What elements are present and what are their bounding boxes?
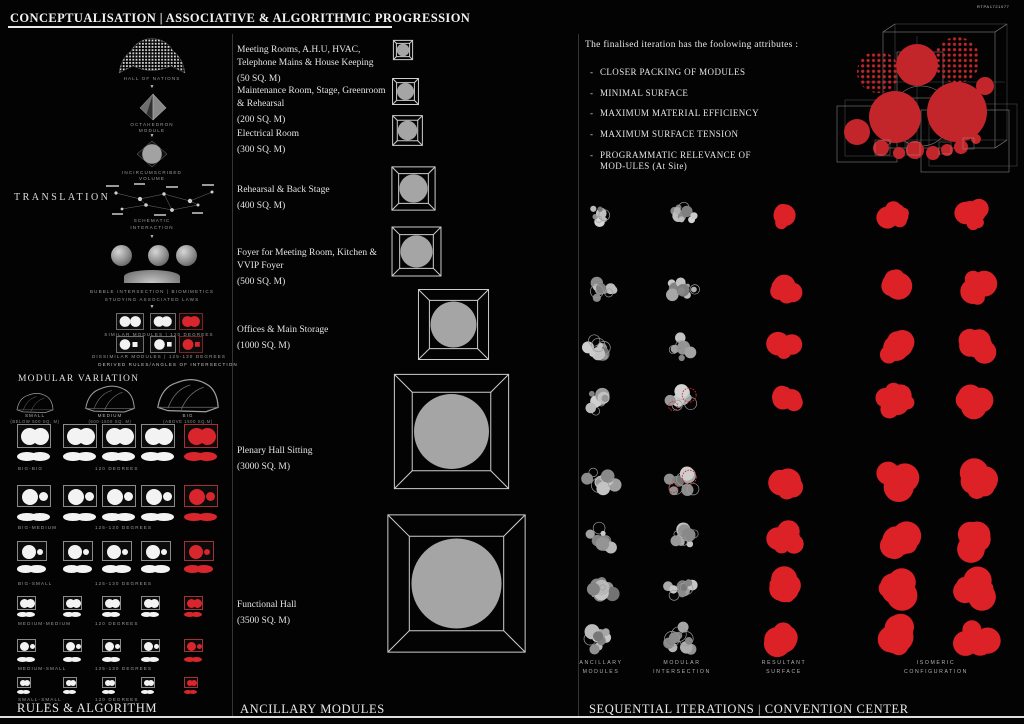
module-pair-box — [141, 596, 160, 610]
module-circle — [109, 680, 115, 686]
module-merged-shape — [17, 612, 36, 617]
isomeric-configuration-blob — [947, 324, 1002, 372]
section-footer-ancillary-modules: ANCILLARY MODULES — [240, 702, 385, 716]
module-circle — [22, 489, 38, 505]
module-pair-box — [141, 541, 171, 561]
module-circle — [146, 489, 162, 505]
module-circle — [66, 642, 75, 651]
merged-ellipse — [24, 612, 35, 617]
merged-ellipse — [74, 565, 91, 573]
bullet-item: - PROGRAMMATIC RELEVANCE OF MOD-ULES (At Site) — [589, 150, 759, 173]
module-circle — [37, 549, 43, 555]
module-pair-box — [184, 485, 218, 507]
similar-modules-box — [116, 313, 144, 330]
title-underline — [8, 26, 392, 28]
module-circle — [163, 492, 172, 501]
module-volume-cube — [392, 115, 423, 146]
module-circle — [24, 680, 30, 686]
ancillary-modules-cluster — [576, 564, 627, 612]
ancillary-item-area: (50 SQ. M) — [237, 74, 281, 85]
merged-ellipse — [28, 565, 45, 573]
module-merged-shape — [102, 612, 121, 617]
bullet-item: - CLOSER PACKING OF MODULES — [589, 67, 759, 79]
step-label: SCHEMATIC — [133, 218, 171, 223]
module-angle-label: 125-130 DEGREES — [95, 581, 153, 586]
merged-ellipse — [70, 612, 81, 617]
modular-variation-heading: MODULAR VARIATION — [18, 374, 140, 384]
module-circle — [76, 644, 81, 649]
resultant-surface-blob — [758, 564, 811, 612]
down-arrow-icon: ▼ — [149, 133, 155, 139]
merged-ellipse — [115, 513, 135, 521]
module-circle — [85, 492, 94, 501]
module-merged-shape — [102, 690, 116, 694]
merged-ellipse — [154, 452, 174, 461]
ancillary-item — [237, 85, 395, 127]
column-label-isomeric-configuration: ISOMERIC CONFIGURATION — [904, 660, 968, 675]
module-circle — [32, 428, 49, 445]
incircumscribed-volume-figure — [135, 140, 169, 168]
isomeric-configuration-blob — [863, 609, 930, 667]
column-label-resultant-surface: RESULTANT SURFACE — [761, 660, 807, 675]
ancillary-item — [237, 324, 395, 353]
merged-ellipse — [109, 612, 120, 617]
isomeric-configuration-blob — [945, 456, 1006, 508]
merged-ellipse — [152, 565, 169, 573]
module-angle-label: 120 DEGREES — [95, 621, 139, 626]
translation-heading: TRANSLATION — [14, 192, 111, 203]
module-merged-shape — [141, 565, 171, 573]
step-label: MODULE — [138, 128, 166, 133]
module-circle — [204, 549, 210, 555]
module-pair-box — [102, 424, 136, 448]
module-circle — [72, 599, 81, 608]
resultant-surface-blob — [759, 377, 809, 423]
module-merged-shape — [17, 565, 47, 573]
ancillary-modules-cluster — [578, 266, 624, 310]
similar-modules-box-derived — [179, 313, 203, 330]
module-circle — [111, 599, 120, 608]
modular-intersection-cluster — [659, 326, 705, 370]
final-iteration-hero-figure — [833, 20, 1024, 190]
derived-rules-label: DERIVED RULES/ANGLES OF INTERSECTION — [98, 362, 238, 367]
similar-modules-box — [150, 313, 176, 330]
module-pair-box — [63, 485, 97, 507]
bullet-item: - MAXIMUM SURFACE TENSION — [589, 129, 759, 141]
module-pair-label: BIG-SMALL — [18, 581, 53, 586]
module-pair-box — [17, 541, 47, 561]
module-circle — [22, 545, 36, 559]
isomeric-configuration-blob — [864, 561, 928, 616]
merged-ellipse — [30, 452, 50, 461]
ancillary-item-area: (300 SQ. M) — [237, 145, 286, 156]
module-pair-box — [184, 596, 203, 610]
resultant-surface-blob — [756, 613, 811, 664]
module-merged-shape — [141, 452, 175, 461]
module-circle — [199, 428, 216, 445]
module-circle — [122, 549, 128, 555]
isomeric-configuration-blob — [947, 264, 1002, 312]
merged-ellipse — [189, 690, 197, 694]
bubble-sphere — [176, 245, 197, 266]
ancillary-item-area: (1000 SQ. M) — [237, 341, 291, 352]
module-merged-shape — [184, 657, 203, 662]
module-circle — [150, 599, 159, 608]
module-circle — [68, 545, 82, 559]
module-circle — [193, 599, 202, 608]
ancillary-item — [237, 445, 395, 474]
module-circle — [124, 492, 133, 501]
merged-ellipse — [191, 612, 202, 617]
merged-ellipse — [76, 513, 96, 521]
module-merged-shape — [102, 657, 121, 662]
ancillary-item — [237, 247, 395, 289]
module-merged-shape — [141, 657, 160, 662]
ancillary-item — [237, 44, 395, 86]
module-merged-shape — [141, 690, 155, 694]
iterations-intro: The finalised iteration has the foolowing attributes : — [585, 40, 799, 50]
module-pair-box — [63, 541, 93, 561]
module-volume-cube — [391, 166, 436, 211]
module-circle — [70, 680, 76, 686]
section-footer-sequential-iterations: SEQUENTIAL ITERATIONS | CONVENTION CENTER — [589, 702, 909, 716]
module-circle — [39, 492, 48, 501]
module-pair-box — [141, 424, 175, 448]
module-merged-shape — [184, 565, 214, 573]
module-pair-box — [17, 424, 51, 448]
ancillary-item-area: (500 SQ. M) — [237, 277, 286, 288]
ancillary-item — [237, 128, 395, 157]
module-pair-box — [184, 639, 203, 652]
column-divider-left — [232, 34, 233, 716]
isomeric-configuration-blob — [866, 514, 927, 567]
ancillary-item-label: Meeting Rooms, A.H.U, HVAC, Telephone Mains & House Keeping — [237, 45, 374, 69]
isomeric-configuration-blob — [943, 611, 1006, 666]
module-pair-box — [102, 541, 132, 561]
module-pair-box — [184, 677, 198, 688]
size-label-medium: MEDIUM (500-1500 SQ. M) — [88, 413, 132, 424]
module-merged-shape — [63, 513, 97, 521]
module-merged-shape — [184, 690, 198, 694]
step-label: INTERACTION — [130, 225, 174, 230]
merged-ellipse — [22, 690, 30, 694]
isomeric-configuration-blob — [867, 323, 925, 373]
module-pair-box — [102, 677, 116, 688]
modular-intersection-cluster — [658, 377, 706, 423]
section-footer-rules-algorithm: RULES & ALGORITHM — [17, 701, 158, 715]
bullet-item: - MINIMAL SURFACE — [589, 88, 759, 100]
module-angle-label: 120 DEGREES — [95, 697, 139, 702]
module-merged-shape — [184, 452, 218, 461]
ancillary-item-label: Electrical Room — [237, 129, 299, 139]
module-angle-label: 125-130 DEGREES — [95, 525, 153, 530]
module-merged-shape — [63, 565, 93, 573]
bubble-dome-slice — [124, 270, 180, 283]
module-volume-cube — [392, 372, 511, 491]
isomeric-configuration-blob — [866, 374, 927, 427]
merged-ellipse — [197, 452, 217, 461]
dissimilar-modules-box — [150, 336, 176, 353]
module-circle — [146, 545, 160, 559]
resultant-surface-blob — [758, 458, 811, 506]
step-label: INCIRCUMSCRIBED — [122, 170, 182, 175]
module-merged-shape — [17, 513, 51, 521]
module-circle — [191, 680, 197, 686]
schematic-interaction-figure — [106, 183, 222, 216]
module-pair-box — [184, 424, 218, 448]
module-circle — [26, 599, 35, 608]
modular-intersection-cluster — [657, 458, 708, 506]
size-label-small: SMALL (BELOW 500 SQ. M) — [10, 413, 60, 424]
isomeric-configuration-blob — [950, 193, 1001, 237]
ancillary-item-area: (3500 SQ. M) — [237, 616, 291, 627]
ancillary-item-area: (200 SQ. M) — [237, 115, 286, 126]
bullet-item: - MAXIMUM MATERIAL EFFICIENCY — [589, 108, 759, 120]
module-volume-cube — [393, 40, 413, 60]
module-merged-shape — [63, 657, 82, 662]
bubble-sphere — [111, 245, 132, 266]
module-circle — [107, 489, 123, 505]
sheet-code: RTPA1721077 — [977, 4, 1010, 9]
module-merged-shape — [17, 690, 31, 694]
merged-ellipse — [197, 513, 217, 521]
ancillary-modules-cluster — [575, 613, 628, 664]
merged-ellipse — [191, 657, 202, 662]
octahedron-module-figure — [136, 93, 170, 121]
module-circle — [117, 428, 134, 445]
merged-ellipse — [107, 690, 115, 694]
ancillary-item — [237, 599, 395, 628]
resultant-surface-blob — [762, 195, 806, 235]
ancillary-item-area: (400 SQ. M) — [237, 201, 286, 212]
ancillary-item-label: Maintenance Room, Stage, Greenroom & Rehearsal — [237, 86, 386, 110]
ancillary-modules-cluster — [578, 326, 624, 370]
similar-modules-label: SIMILAR MODULES | 120 DEGREES — [104, 332, 214, 337]
bubble-sphere — [148, 245, 169, 266]
module-volume-cube — [417, 288, 490, 361]
module-circle — [68, 489, 84, 505]
tent-medium-figure — [83, 383, 137, 414]
isomeric-configuration-blob — [945, 562, 1006, 614]
step-label: VOLUME — [138, 176, 166, 181]
ancillary-item-label: Rehearsal & Back Stage — [237, 185, 330, 195]
attributes-list — [589, 67, 759, 182]
module-pair-label: SMALL-SMALL — [18, 697, 62, 702]
module-circle — [144, 642, 153, 651]
module-circle — [30, 644, 35, 649]
merged-ellipse — [109, 657, 120, 662]
resultant-surface-blob — [760, 266, 808, 310]
step-label: HALL OF NATIONS — [123, 76, 181, 81]
ancillary-item-label: Offices & Main Storage — [237, 325, 329, 335]
isomeric-configuration-blob — [946, 515, 1004, 565]
module-circle — [107, 545, 121, 559]
ancillary-item-area: (3000 SQ. M) — [237, 462, 291, 473]
merged-ellipse — [154, 513, 174, 521]
module-merged-shape — [184, 513, 218, 521]
module-merged-shape — [17, 657, 36, 662]
module-pair-box — [63, 424, 97, 448]
modular-intersection-cluster — [659, 266, 705, 310]
bubble-caption: BUBBLE INTERSECTION | BIOMIMETICS — [89, 289, 215, 294]
page-title: CONCEPTUALISATION | ASSOCIATIVE & ALGORITHMIC PROGRESSION — [10, 11, 471, 25]
module-circle — [154, 644, 159, 649]
hall-of-nations-figure — [116, 36, 188, 76]
isomeric-configuration-blob — [869, 192, 922, 238]
resultant-surface-blob — [759, 517, 809, 563]
ancillary-modules-cluster — [577, 517, 625, 563]
ancillary-modules-cluster — [576, 458, 627, 506]
column-label-modular-intersection: MODULAR INTERSECTION — [653, 660, 711, 675]
column-label-ancillary-modules: ANCILLARY MODULES — [579, 660, 623, 675]
module-circle — [206, 492, 215, 501]
down-arrow-icon: ▼ — [149, 304, 155, 310]
merged-ellipse — [30, 513, 50, 521]
module-pair-box — [17, 639, 36, 652]
module-pair-box — [141, 677, 155, 688]
module-pair-box — [102, 639, 121, 652]
module-circle — [148, 680, 154, 686]
module-pair-box — [17, 677, 31, 688]
module-pair-box — [102, 596, 121, 610]
module-volume-cube — [392, 78, 419, 105]
module-pair-box — [184, 541, 214, 561]
dissimilar-modules-label: DISSIMILAR MODULES | 125-130 DEGREES — [92, 354, 226, 359]
module-circle — [189, 489, 205, 505]
tent-big-figure — [154, 376, 222, 414]
module-circle — [83, 549, 89, 555]
bubble-caption: STUDYING ASSOCIATED LAWS — [104, 297, 200, 302]
merged-ellipse — [70, 657, 81, 662]
module-circle — [197, 644, 202, 649]
modular-intersection-cluster — [661, 195, 703, 235]
module-angle-label: 125-130 DEGREES — [95, 666, 153, 671]
size-label-big: BIG (ABOVE 1500 SQ.M) — [163, 413, 213, 424]
module-merged-shape — [102, 513, 136, 521]
module-circle — [115, 644, 120, 649]
module-circle — [105, 642, 114, 651]
module-merged-shape — [63, 612, 82, 617]
module-pair-label: MEDIUM-MEDIUM — [18, 621, 72, 626]
module-circle — [20, 642, 29, 651]
ancillary-item-label: Plenary Hall Sitting — [237, 446, 313, 456]
merged-ellipse — [195, 565, 212, 573]
module-volume-cube — [385, 512, 528, 655]
modular-intersection-cluster — [656, 613, 709, 664]
module-pair-box — [141, 485, 175, 507]
merged-ellipse — [68, 690, 76, 694]
merged-ellipse — [146, 690, 154, 694]
ancillary-modules-cluster — [577, 377, 625, 423]
isomeric-configuration-blob — [867, 263, 925, 313]
module-pair-box — [141, 639, 160, 652]
module-pair-box — [17, 596, 36, 610]
module-circle — [161, 549, 167, 555]
module-merged-shape — [102, 565, 132, 573]
module-pair-box — [63, 596, 82, 610]
isomeric-configuration-blob — [946, 375, 1004, 425]
module-circle — [189, 545, 203, 559]
module-merged-shape — [63, 452, 97, 461]
module-merged-shape — [102, 452, 136, 461]
merged-ellipse — [148, 612, 159, 617]
tent-small-figure — [15, 391, 55, 414]
module-pair-label: MEDIUM-SMALL — [18, 666, 67, 671]
module-pair-box — [63, 677, 77, 688]
module-merged-shape — [141, 612, 160, 617]
ancillary-item-label: Functional Hall — [237, 600, 297, 610]
ancillary-modules-cluster — [580, 195, 622, 235]
module-volume-cube — [391, 226, 442, 277]
ancillary-item — [237, 184, 395, 213]
resultant-surface-blob — [760, 326, 808, 370]
module-merged-shape — [17, 452, 51, 461]
ancillary-item-label: Foyer for Meeting Room, Kitchen & VVIP Foyer — [237, 248, 377, 272]
modular-intersection-cluster — [657, 564, 708, 612]
module-circle — [78, 428, 95, 445]
module-merged-shape — [63, 690, 77, 694]
merged-ellipse — [148, 657, 159, 662]
module-circle — [187, 642, 196, 651]
module-merged-shape — [141, 513, 175, 521]
modular-intersection-cluster — [658, 517, 706, 563]
module-angle-label: 120 DEGREES — [95, 466, 139, 471]
merged-ellipse — [113, 565, 130, 573]
dissimilar-modules-box — [116, 336, 144, 353]
dissimilar-modules-box-derived — [179, 336, 203, 353]
module-pair-label: BIG-MEDIUM — [18, 525, 58, 530]
module-pair-label: BIG-BIG — [18, 466, 44, 471]
merged-ellipse — [24, 657, 35, 662]
step-label: OCTAHEDRON — [130, 122, 174, 127]
down-arrow-icon: ▼ — [149, 234, 155, 240]
module-merged-shape — [184, 612, 203, 617]
isomeric-configuration-blob — [864, 455, 928, 510]
merged-ellipse — [76, 452, 96, 461]
module-pair-box — [102, 485, 136, 507]
merged-ellipse — [115, 452, 135, 461]
module-pair-box — [17, 485, 51, 507]
module-pair-box — [63, 639, 82, 652]
module-circle — [156, 428, 173, 445]
down-arrow-icon: ▼ — [149, 84, 155, 90]
